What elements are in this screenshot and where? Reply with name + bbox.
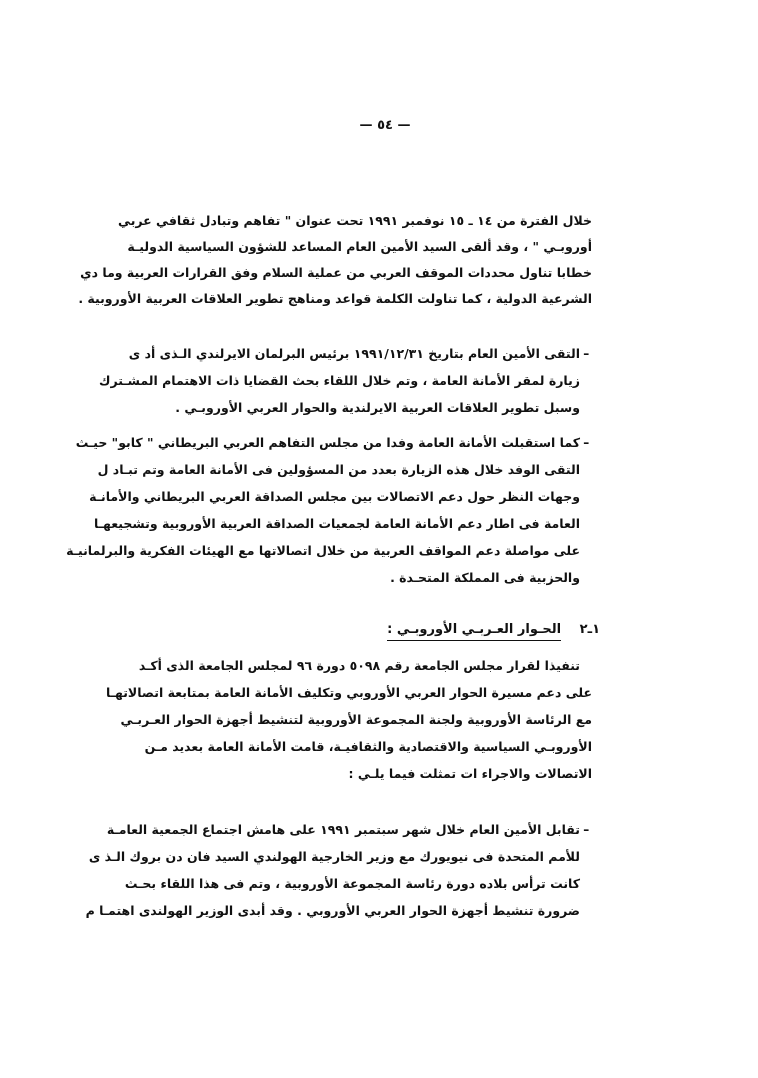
text-line: العامة فى اطار دعم الأمانة العامة لجمعيات الصداقة العربية الأوروبية وتشجيعهـا [94,516,580,531]
text-line: خلال الفترة من ١٤ ـ ١٥ نوفمبر ١٩٩١ تحت عنوان " تفاهم وتبادل ثقافي عربي [118,213,592,228]
text-line: وجهات النظر حول دعم الاتصالات بين مجلس الصداقة العربي البريطاني والأمانـة [89,489,580,504]
text-line: خطابا تناول محددات الموقف العربي من عملية السلام وفق القرارات العربية وما دي [80,265,592,280]
text-line: زيارة لمقر الأمانة العامة ، وتم خلال اللقاء بحث القضايا ذات الاهتمام المشـترك [99,373,580,388]
text-line: أوروبـي " ، وقد ألقى السيد الأمين العام المساعد للشؤون السياسية الدوليـة [127,239,592,254]
text-line: ضرورة تنشيط أجهزة الحوار العربي الأوروبي . وقد أبدى الوزير الهولندى اهتمـا م [85,903,580,918]
text-line: كما استقبلت الأمانة العامة وفدا من مجلس التفاهم العربي البريطاني " كابو" حيـث [75,435,580,450]
text-line: على مواصلة دعم المواقف العربية من خلال اتصالاتها مع الهيئات الفكرية والبرلمانيـة [66,543,580,558]
text-line: التقى الأمين العام بتاريخ ١٩٩١/١٢/٣١ برئيس البرلمان الايرلندي الـذى أد ى [128,346,580,361]
text-line: والحزبية فى المملكة المتحـدة . [390,570,580,585]
bullet-dash: ـ [584,433,589,448]
text-line: كانت ترأس بلاده دورة رئاسة المجموعة الأوروبية ، وتم فى هذا اللقاء بحـث [124,876,580,891]
text-line: تقابل الأمين العام خلال شهر سبتمبر ١٩٩١ على هامش اجتماع الجمعية العامـة [106,822,580,837]
text-line: على دعم مسيرة الحوار العربي الأوروبي وتكليف الأمانة العامة بمتابعة اتصالاتهـا [106,685,592,700]
text-line: التقى الوفد خلال هذه الزيارة بعدد من المسؤولين فى الأمانة العامة وتم تبـاد ل [97,462,580,477]
text-line: الشرعية الدولية ، كما تناولت الكلمة قواعد ومناهج تطوير العلاقات العربية الأوروبية . [78,291,592,306]
text-line: مع الرئاسة الأوروبية ولجنة المجموعة الأوروبية لتنشيط أجهزة الحوار العـربـي [120,712,592,727]
text-line: وسبل تطوير العلاقات العربية الايرلندية والحوار العربي الأوروبـي . [175,400,580,415]
text-line: الاتصالات والاجراء ات تمثلت فيما يلـي : [348,766,592,781]
section-number: ١ـ٢ [579,622,600,637]
text-line: الأوروبـي السياسية والاقتصادية والثقافيـة، قامت الأمانة العامة بعديد مـن [144,739,592,754]
section-heading [387,622,600,637]
section-title: الحـوار العـربـي الأوروبـي : [387,622,561,641]
text-line: للأمم المتحدة فى نيويورك مع وزير الخارجية الهولندي السيد فان دن بروك الـذ ى [88,849,580,864]
page-number: — ٥٤ — [359,118,411,133]
bullet-dash: ـ [584,820,589,835]
bullet-dash: ـ [584,344,589,359]
text-line: تنفيذا لقرار مجلس الجامعة رقم ٥٠٩٨ دورة ٩٦ لمجلس الجامعة الذى أكـد [138,658,580,673]
